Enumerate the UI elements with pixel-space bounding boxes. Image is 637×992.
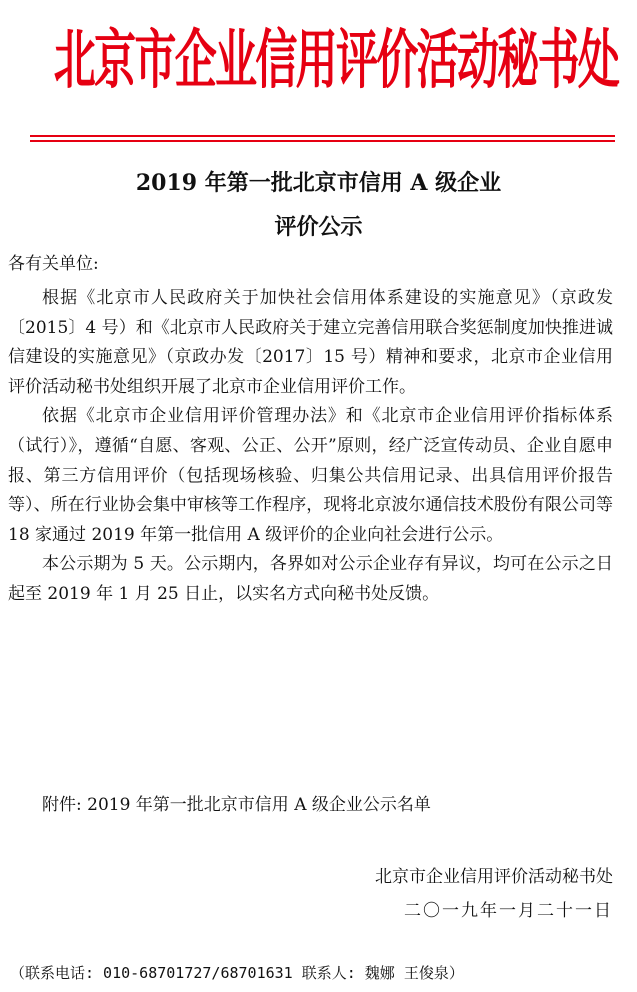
- header-rule-bottom: [30, 140, 615, 142]
- salutation: 各有关单位:: [8, 254, 99, 274]
- masthead-title: [0, 22, 637, 102]
- body-paragraph: 依据《北京市企业信用评价管理办法》和《北京市企业信用评价指标体系（试行）》，遵循“自愿、客观、公正、公开”原则，经广泛宣传动员、企业自愿申报、第三方信用评价（包括现场核验、归集公共信用记录、出具信用评价报告等）、所在行业协会集中审核等工作程序，现将北京波尔通信技术股份有限公司等 18 家通过 2019 年第一批信用 A 级评价的企业向社会进行公示。: [8, 406, 613, 545]
- attachment-note: 附件: 2019 年第一批北京市信用 A 级企业公示名单: [42, 795, 431, 815]
- issuer-signature: 北京市企业信用评价活动秘书处: [375, 867, 613, 887]
- header-rule-top: [30, 135, 615, 137]
- contact-info: （联系电话: 010-68701727/68701631 联系人: 魏娜 王俊泉）: [10, 964, 464, 982]
- notice-body: [8, 284, 613, 610]
- body-paragraph: 本公示期为 5 天。公示期内，各界如对公示企业存有异议，均可在公示之日起至 2019 年 1 月 25 日止，以实名方式向秘书处反馈。: [8, 554, 613, 604]
- body-paragraph: 根据《北京市人民政府关于加快社会信用体系建设的实施意见》（京政发〔2015〕4 号）和《北京市人民政府关于建立完善信用联合奖惩制度加快推进诚信建设的实施意见》（京政办发〔2017〕15 号）精神和要求，北京市企业信用评价活动秘书处组织开展了北京市企业信用评价工作。: [8, 288, 613, 397]
- issue-date: 二〇一九年一月二十一日: [404, 901, 613, 921]
- notice-title-line-2: 评价公示: [274, 214, 363, 240]
- masthead-text: 北京市企业信用评价活动秘书处: [53, 22, 619, 98]
- notice-title-line-1: 2019 年第一批北京市信用 A 级企业: [135, 170, 502, 196]
